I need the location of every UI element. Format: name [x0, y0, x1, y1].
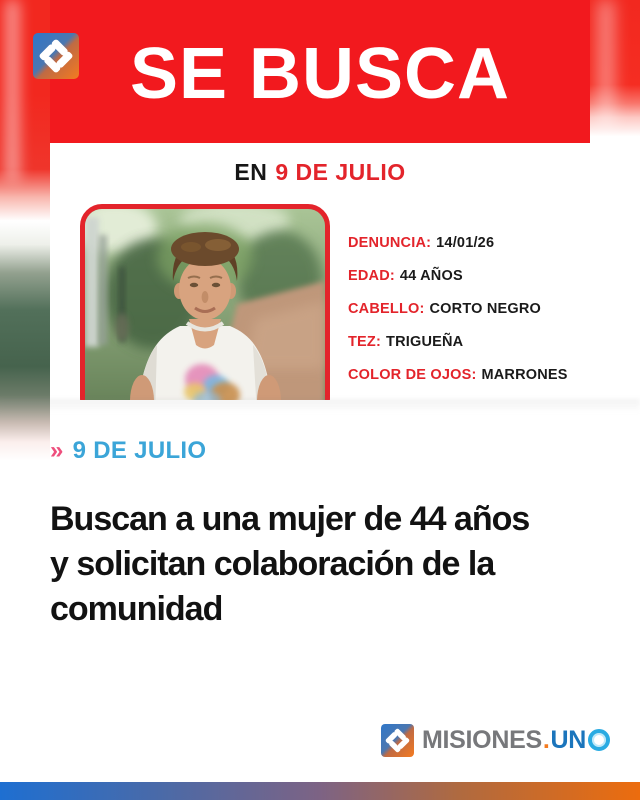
brand-wordmark-dot: .: [542, 725, 550, 754]
article-headline: [50, 497, 598, 632]
location-strip: [50, 143, 590, 201]
detail-label: TEZ:: [348, 334, 382, 350]
brand-logo-icon-small: [381, 724, 414, 757]
brand-logo-icon: [33, 33, 79, 79]
headline-line-2: y solicitan colaboración de la: [50, 545, 495, 583]
detail-value: MARRONES: [481, 367, 568, 383]
se-busca-banner: [50, 0, 590, 143]
missing-person-photo: [80, 204, 330, 400]
details-panel: [348, 233, 588, 398]
footer-brand: [381, 722, 610, 758]
location-prefix: EN: [234, 158, 268, 185]
detail-value: CORTO NEGRO: [429, 301, 542, 317]
section-tag-label: 9 DE JULIO: [72, 437, 207, 464]
detail-row-ojos: [348, 365, 588, 385]
brand-wordmark: [422, 724, 610, 757]
poster-bottom-fade: [0, 399, 640, 413]
footer-gradient-bar: [0, 782, 640, 800]
brand-wordmark-misiones: MISIONES: [421, 725, 542, 754]
detail-label: CABELLO:: [348, 301, 425, 317]
poster-title: SE BUSCA: [129, 33, 511, 114]
chevron-right-icon: »: [50, 437, 64, 464]
headline-line-1: Buscan a una mujer de 44 años: [50, 500, 530, 538]
detail-value: 44 AÑOS: [399, 268, 463, 284]
photo-red-frame: [80, 204, 330, 400]
location-name: 9 DE JULIO: [275, 158, 406, 185]
detail-row-cabello: [348, 299, 588, 319]
detail-row-tez: [348, 332, 588, 352]
brand-wordmark-un: UN: [550, 725, 586, 754]
detail-value: TRIGUEÑA: [386, 334, 464, 350]
headline-line-3: comunidad: [50, 590, 223, 628]
section-tag: [50, 437, 206, 465]
detail-value: 14/01/26: [436, 235, 495, 251]
detail-row-denuncia: [348, 233, 588, 253]
detail-label: EDAD:: [348, 268, 395, 284]
detail-label: COLOR DE OJOS:: [348, 367, 477, 383]
detail-label: DENUNCIA:: [348, 235, 432, 251]
detail-row-edad: [348, 266, 588, 286]
uno-o-ring-icon: [588, 729, 610, 751]
